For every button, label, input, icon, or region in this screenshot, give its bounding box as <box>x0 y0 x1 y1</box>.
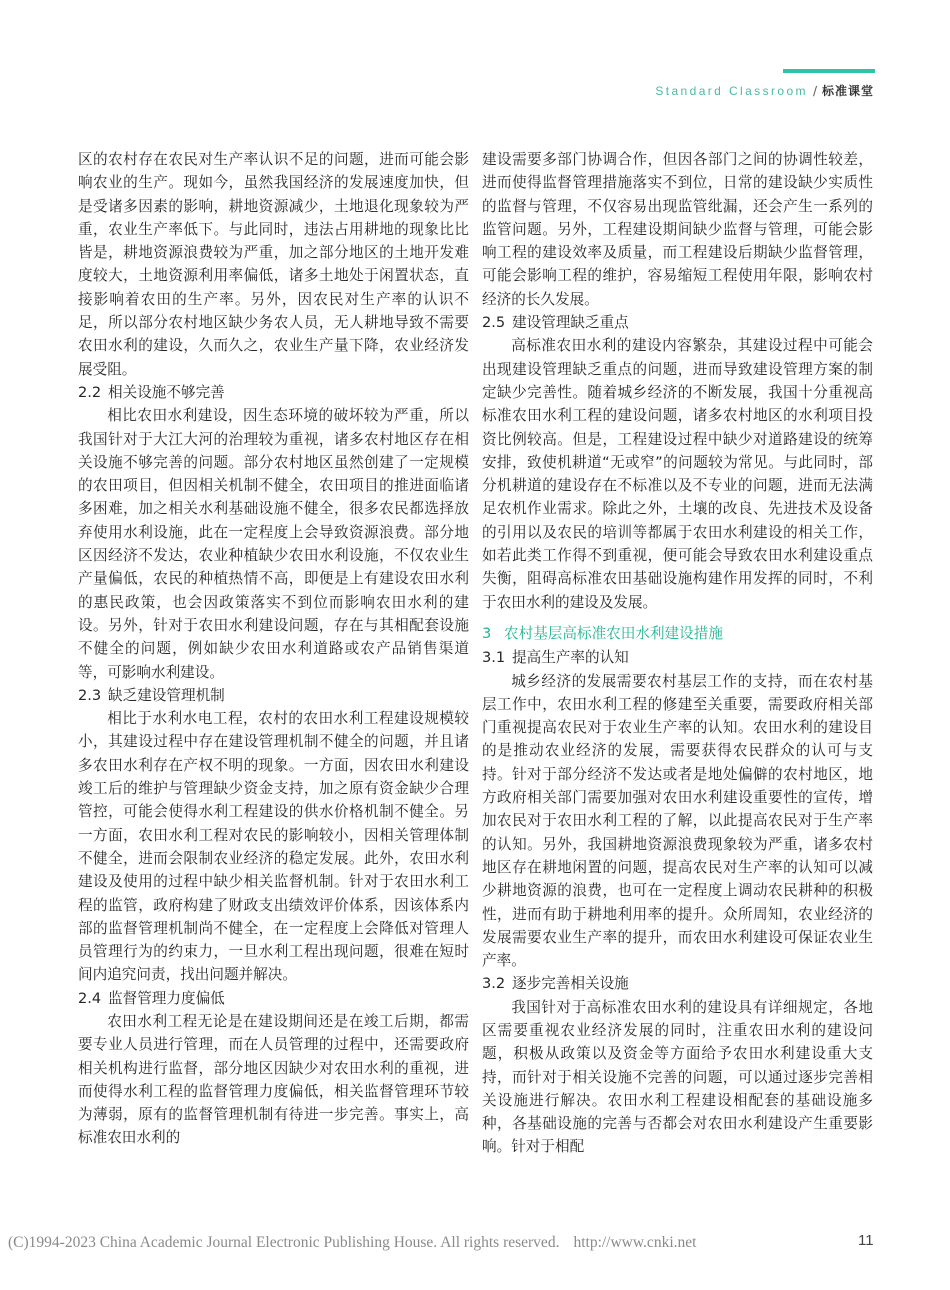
section-title: 提高生产率的认知 <box>512 649 629 667</box>
section-number: 3.1 <box>482 649 506 667</box>
paragraph: 相比农田水利建设，因生态环境的破坏较为严重，所以我国针对于大江大河的治理较为重视，诸多农村地区存在相关设施不够完善的问题。部分农村地区虽然创建了一定规模的农田项目，但因相关机制不健全，农田项目的推进面临诸多困难，加之相关水利基础设施不健全，很多农民都选择放弃使用水利设施，此在一定程度上会导致资源浪费。部分地区因经济不发达，农业种植缺少农田水利设施，不仅农业生产量偏低，农民的种植热情不高，即便是上有建设农田水利的惠民政策，也会因政策落实不到位而影响农田水利的建设。另外，针对于农田水利建设问题，存在与其相配套设施不健全的问题，例如缺少农田水利道路或农产品销售渠道等，可影响水利建设。 <box>78 407 469 681</box>
section-heading-3-1 <box>482 646 873 669</box>
section-heading-2-4 <box>78 987 469 1010</box>
copyright-text: (C)1994-2023 China Academic Journal Electronic Publishing House. All rights reserved. <box>8 1234 560 1251</box>
footer-url: http://www.cnki.net <box>573 1234 697 1251</box>
section-heading-3-2 <box>482 972 873 995</box>
paragraph: 我国针对于高标准农田水利的建设具有详细规定，各地区需要重视农业经济发展的同时，注重农田水利的建设问题，积极从政策以及资金等方面给予农田水利建设重大支持，而针对于相关设施不完善的问题，可以通过逐步完善相关设施进行解决。农田水利工程建设相配套的基础设施多种，各基础设施的完善与否都会对农田水利建设产生重要影响。针对于相配 <box>482 998 873 1156</box>
section-heading-2-2 <box>78 381 469 404</box>
paragraph: 高标准农田水利的建设内容繁杂，其建设过程中可能会出现建设管理缺乏重点的问题，进而导致建设管理方案的制定缺少完善性。随着城乡经济的不断发展，我国十分重视高标准农田水利工程的建设问题，诸多农村地区的水利项目投资比例较高。但是，工程建设过程中缺少对道路建设的统筹安排，致使机耕道“无或窄”的问题较为常见。与此同时，部分机耕道的建设存在不标准以及不专业的问题，进而无法满足农机作业需求。除此之外，土壤的改良、先进技术及设备的引用以及农民的培训等都属于农田水利建设的相关工作，如若此类工作得不到重视，便可能会导致农田水利建设重点失衡，阻碍高标准农田基础设施构建作用发挥的同时，不利于农田水利的建设及发展。 <box>482 337 873 611</box>
section-heading-2-5 <box>482 311 873 334</box>
section-title: 逐步完善相关设施 <box>512 975 629 993</box>
header-accent-bar <box>783 69 875 73</box>
left-column <box>78 148 469 1150</box>
section-number: 2.4 <box>78 989 102 1007</box>
chapter-title: 农村基层高标准农田水利建设措施 <box>504 624 723 642</box>
copyright-footer <box>8 1234 696 1252</box>
section-title: 相关设施不够完善 <box>108 383 225 401</box>
paragraph: 相比于水利水电工程，农村的农田水利工程建设规模较小，其建设过程中存在建设管理机制不健全的问题，并且诸多农田水利存在产权不明的现象。一方面，因农田水利建设竣工后的维护与管理缺少资金支持，加之原有资金缺少合理管控，可能会使得水利工程建设的供水价格机制不健全。另一方面，农田水利工程对农民的影响较小，因相关管理体制不健全，进而会限制农业经济的稳定发展。此外，农田水利建设及使用的过程中缺少相关监督机制。针对于农田水利工程的监管，政府构建了财政支出绩效评价体系，因该体系内部的监督管理机制尚不健全，在一定程度上会降低对管理人员管理行为的约束力，一旦水利工程出现问题，很难在短时间内追究问责，找出问题并解决。 <box>78 710 469 984</box>
running-header <box>655 82 874 99</box>
section-number: 3.2 <box>482 975 506 993</box>
chapter-number: 3 <box>482 624 492 642</box>
page-number: 11 <box>858 1232 874 1249</box>
section-number: 2.5 <box>482 314 506 332</box>
section-title: 监督管理力度偏低 <box>108 989 225 1007</box>
section-title: 建设管理缺乏重点 <box>512 314 629 332</box>
section-number: 2.2 <box>78 383 102 401</box>
header-english-title: Standard Classroom <box>655 84 808 98</box>
section-number: 2.3 <box>78 686 102 704</box>
right-column <box>482 148 873 1159</box>
header-separator: / <box>812 84 817 98</box>
header-chinese-title: 标准课堂 <box>821 84 874 98</box>
section-heading-2-3 <box>78 684 469 707</box>
section-title: 缺乏建设管理机制 <box>108 686 225 704</box>
chapter-heading-3 <box>482 622 873 645</box>
paragraph: 区的农村存在农民对生产率认识不足的问题，进而可能会影响农业的生产。现如今，虽然我国经济的发展速度加快，但是受诸多因素的影响，耕地资源减少，土地退化现象较为严重，农业生产率低下。与此同时，违法占用耕地的现象比比皆是，耕地资源浪费较为严重，加之部分地区的土地开发难度较大，土地资源利用率偏低，诸多土地处于闲置状态，直接影响着农田的生产率。另外，因农民对生产率的认识不足，所以部分农村地区缺少务农人员，无人耕地导致不需要农田水利的建设，久而久之，农业生产量下降，农业经济发展受阻。 <box>78 151 469 378</box>
paragraph: 农田水利工程无论是在建设期间还是在竣工后期，都需要专业人员进行管理，而在人员管理的过程中，还需要政府相关机构进行监督，部分地区因缺少对农田水利的重视，进而使得水利工程的监督管理力度偏低，相关监督管理环节较为薄弱，原有的监督管理机制有待进一步完善。事实上，高标准农田水利的 <box>78 1012 469 1147</box>
paragraph: 城乡经济的发展需要农村基层工作的支持，而在农村基层工作中，农田水利工程的修建至关重要，需要政府相关部门重视提高农民对于农业生产率的认知。农田水利的建设目的是推动农业经济的发展，需要获得农民群众的认可与支持。针对于部分经济不发达或者是地处偏僻的农村地区，地方政府相关部门需要加强对农田水利建设重要性的宣传，增加农民对于农田水利工程的了解，以此提高农民对于生产率的认知。另外，我国耕地资源浪费现象较为严重，诸多农村地区存在耕地闲置的问题，提高农民对生产率的认知可以减少耕地资源的浪费，也可在一定程度上调动农民耕种的积极性，进而有助于耕地利用率的提升。众所周知，农业经济的发展需要农业生产率的提升，而农田水利建设可保证农业生产率。 <box>482 672 873 970</box>
paragraph: 建设需要多部门协调合作，但因各部门之间的协调性较差，进而使得监督管理措施落实不到位，日常的建设缺少实质性的监督与管理，不仅容易出现监管纰漏，还会产生一系列的监管问题。另外，工程建设期间缺少监督与管理，可能会影响工程的建设效率及质量，而工程建设后期缺少监督管理，可能会影响工程的维护，容易缩短工程使用年限，影响农村经济的长久发展。 <box>482 151 873 308</box>
